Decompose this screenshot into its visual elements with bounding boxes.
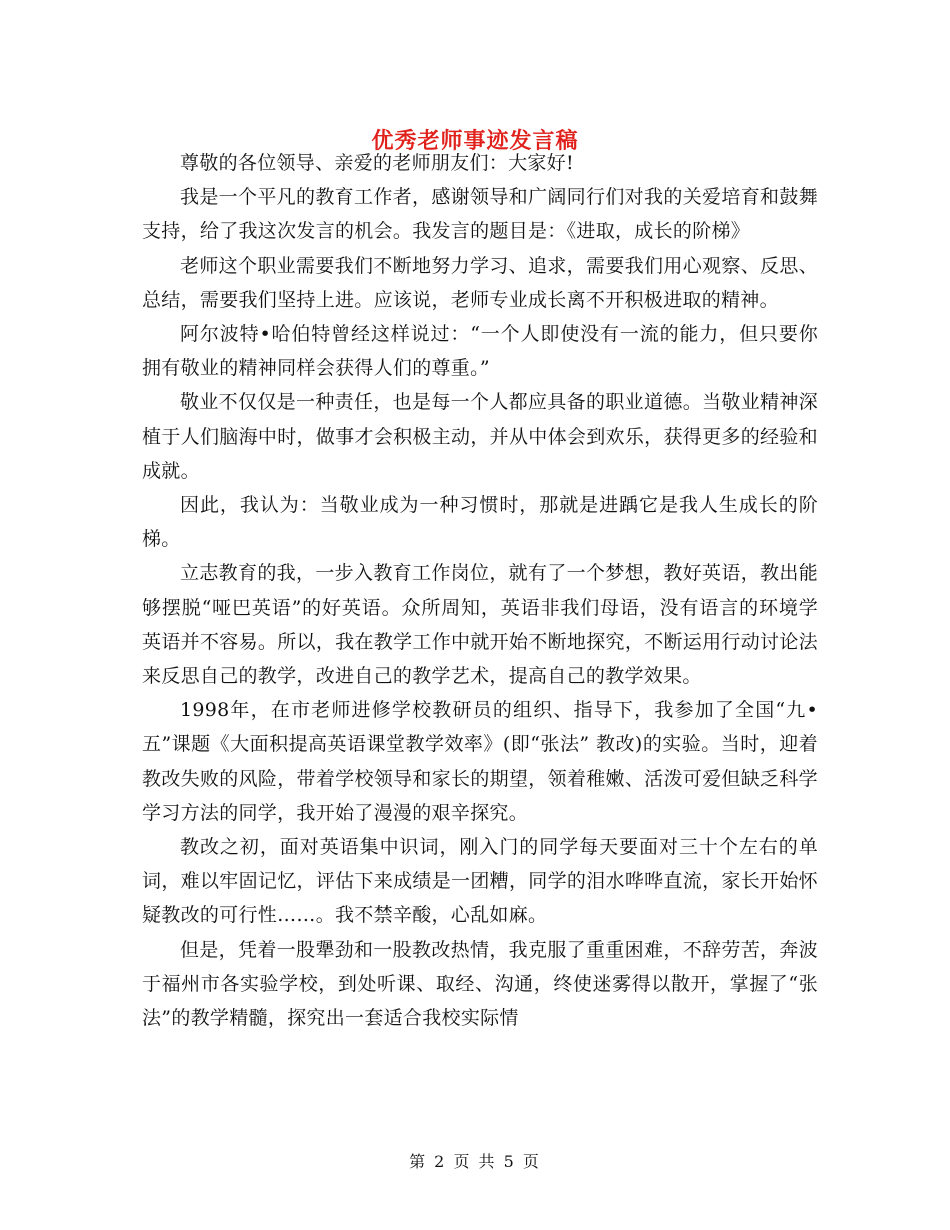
paragraph-intro: 我是一个平凡的教育工作者，感谢领导和广阔同行们对我的关爱培育和鼓舞支持，给了我这次发言的机会。我发言的题目是：《进取，成长的阶梯》 bbox=[142, 186, 818, 243]
paragraph-greeting: 尊敬的各位领导、亲爱的老师朋友们：大家好! bbox=[180, 152, 574, 174]
document-title: 优秀老师事迹发言稿 bbox=[371, 127, 579, 154]
paragraph-conclusion: 因此，我认为：当敬业成为一种习惯时，那就是进踽它是我人生成长的阶梯。 bbox=[142, 494, 818, 551]
paragraph-1998: 1998年，在市老师进修学校教研员的组织、指导下，我参加了全国“九•五”课题《大面积提高英语课堂教学效率》(即“张法” 教改)的实验。当时，迎着教改失败的风险，带着学校领导和家长的期望，领着稚嫩、活泼可爱但缺乏科学学习方法的同学，我开始了漫漫的艰辛探究。 bbox=[142, 699, 818, 824]
paragraph-aspiration: 立志教育的我，一步入教育工作岗位，就有了一个梦想，教好英语，教出能够摆脱“哑巴英语”的好英语。众所周知，英语非我们母语，没有语言的环境学英语并不容易。所以，我在教学工作中就开始不断地探究，不断运用行动讨论法来反思自己的教学，改进自己的教学艺术，提高自己的教学效果。 bbox=[142, 562, 818, 688]
document-body bbox=[142, 146, 818, 1035]
page-footer: 第 2 页 共 5 页 bbox=[409, 1152, 541, 1171]
paragraph-quote: 阿尔波特•哈伯特曾经这样说过：“一个人即使没有一流的能力，但只要你拥有敬业的精神同样会获得人们的尊重。” bbox=[142, 323, 818, 380]
paragraph-dedication: 敬业不仅仅是一种责任，也是每一个人都应具备的职业道德。当敬业精神深植于人们脑海中时，做事才会积极主动，并从中体会到欢乐，获得更多的经验和成就。 bbox=[142, 391, 818, 482]
paragraph-reform-start: 教改之初，面对英语集中识词，刚入门的同学每天要面对三十个左右的单词，难以牢固记忆，评估下来成绩是一团糟，同学的泪水哗哗直流，家长开始怀疑教改的可行性……。我不禁辛酸，心乱如麻。 bbox=[142, 836, 818, 927]
paragraph-profession: 老师这个职业需要我们不断地努力学习、追求，需要我们用心观察、反思、总结，需要我们坚持上进。应该说，老师专业成长离不开积极进取的精神。 bbox=[142, 254, 818, 311]
paragraph-perseverance: 但是，凭着一股犟劲和一股教改热情，我克服了重重困难，不辞劳苦，奔波于福州市各实验学校，到处听课、取经、沟通，终使迷雾得以散开，掌握了“张法”的教学精髓，探究出一套适合我校实际情 bbox=[142, 938, 818, 1030]
